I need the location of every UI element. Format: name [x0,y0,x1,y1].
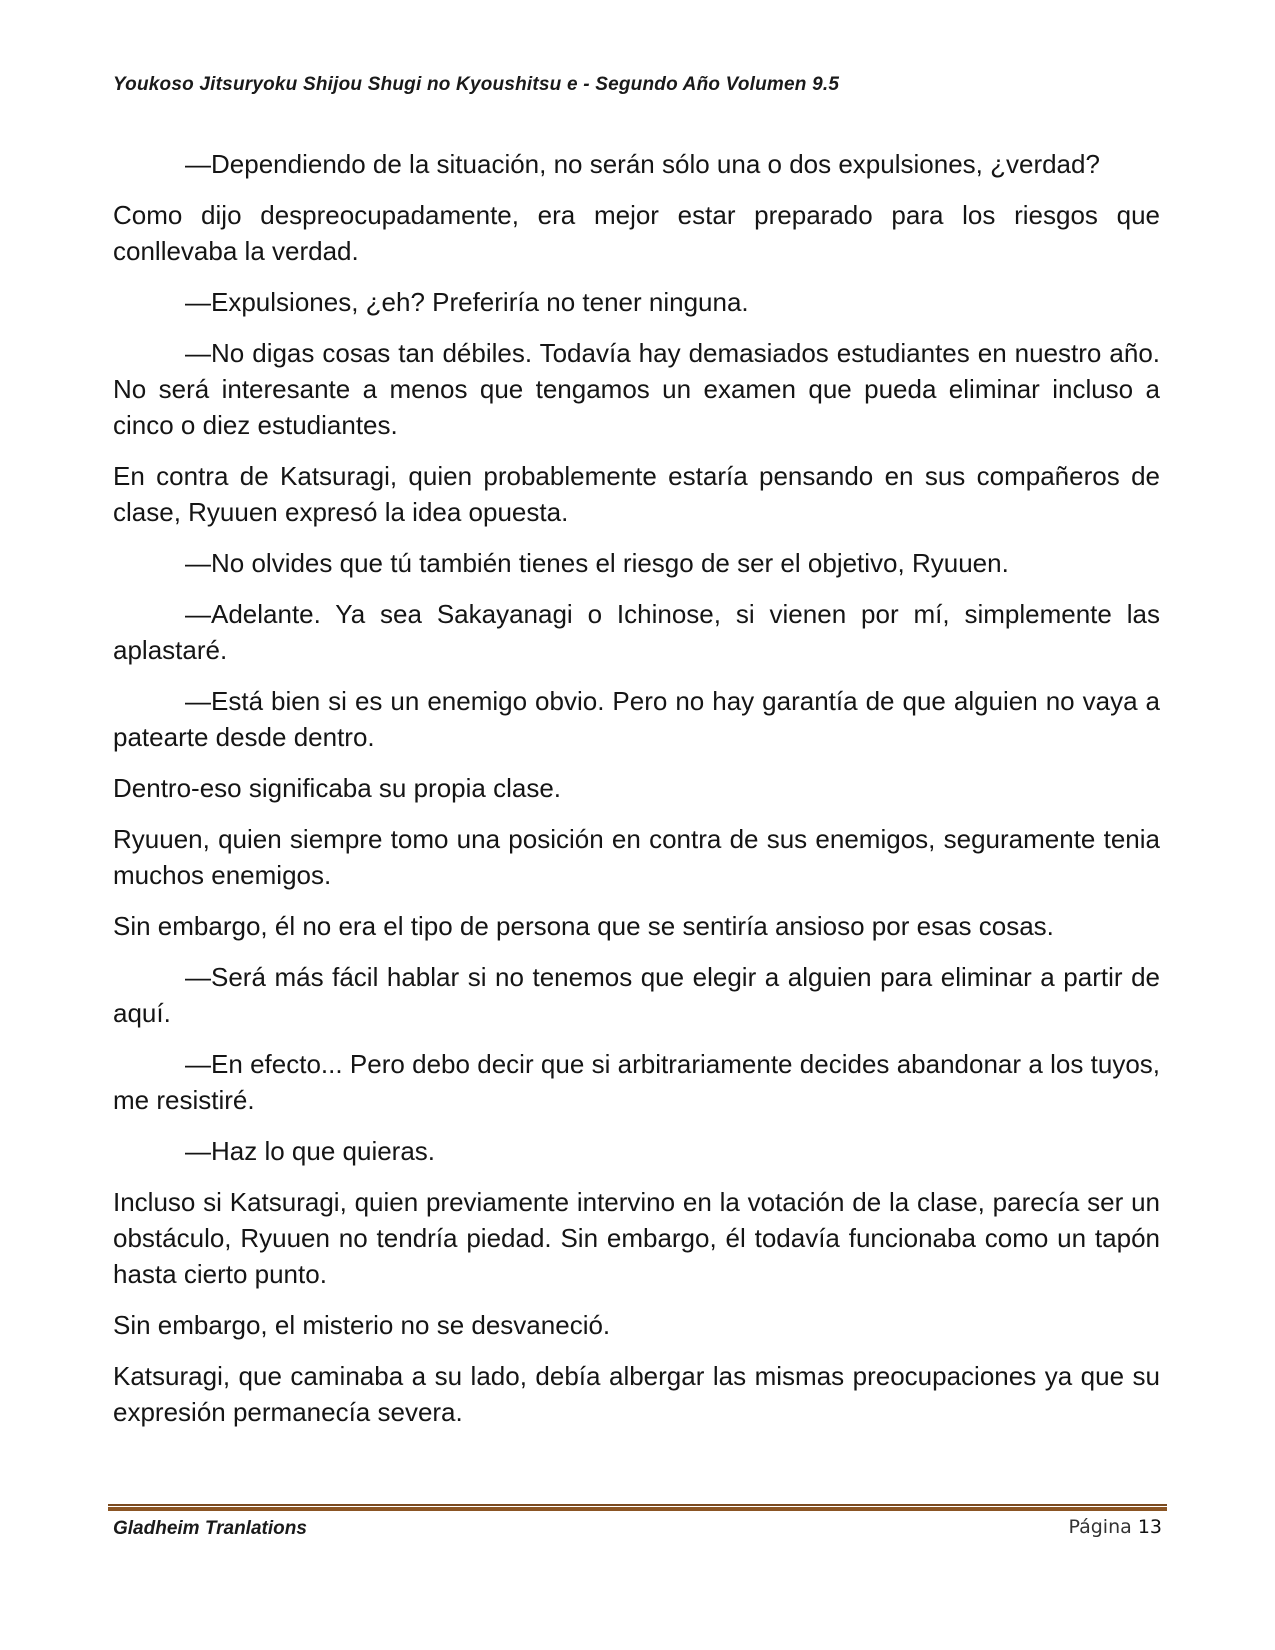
paragraph-narration: Incluso si Katsuragi, quien previamente intervino en la votación de la clase, parecía ser un obstáculo, Ryuuen no tendría piedad. Sin embargo, él todavía funcionaba como un tapón hasta cierto punto. [113,1187,1160,1289]
paragraph-dialog: —No digas cosas tan débiles. Todavía hay demasiados estudiantes en nuestro año. No será interesante a menos que tengamos un examen que pueda eliminar incluso a cinco o diez estudiantes. [113,338,1160,440]
footer-divider-thin-line [108,1504,1167,1506]
paragraph-dialog: —No olvides que tú también tienes el riesgo de ser el objetivo, Ryuuen. [185,548,1009,578]
footer-publisher: Gladheim Tranlations [113,1518,307,1539]
paragraph-narration: Ryuuen, quien siempre tomo una posición en contra de sus enemigos, seguramente tenia muchos enemigos. [113,824,1160,890]
running-header-title: Youkoso Jitsuryoku Shijou Shugi no Kyoushitsu e - Segundo Año Volumen 9.5 [113,74,840,95]
page-body [113,146,1160,1445]
paragraph-narration: Dentro-eso significaba su propia clase. [113,773,562,803]
footer-divider [108,1504,1167,1511]
footer-page-indicator [1068,1516,1162,1538]
paragraph-narration: Sin embargo, él no era el tipo de persona que se sentiría ansioso por esas cosas. [113,911,1054,941]
paragraph-narration: Katsuragi, que caminaba a su lado, debía albergar las mismas preocupaciones ya que su expresión permanecía severa. [113,1361,1160,1427]
paragraph-narration: Sin embargo, el misterio no se desvaneció. [113,1310,611,1340]
page-label: Página [1068,1516,1132,1538]
page-number: 13 [1137,1516,1162,1538]
footer-divider-thick-line [108,1507,1167,1511]
paragraph-narration: En contra de Katsuragi, quien probablemente estaría pensando en sus compañeros de clase, Ryuuen expresó la idea opuesta. [113,461,1160,527]
paragraph-dialog: —En efecto... Pero debo decir que si arbitrariamente decides abandonar a los tuyos, me resistiré. [113,1049,1160,1115]
paragraph-dialog: —Dependiendo de la situación, no serán sólo una o dos expulsiones, ¿verdad? [185,149,1100,179]
paragraph-dialog: —Haz lo que quieras. [185,1136,436,1166]
paragraph-dialog: —Adelante. Ya sea Sakayanagi o Ichinose, si vienen por mí, simplemente las aplastaré. [113,599,1160,665]
paragraph-dialog: —Está bien si es un enemigo obvio. Pero no hay garantía de que alguien no vaya a patearte desde dentro. [113,686,1160,752]
paragraph-dialog: —Será más fácil hablar si no tenemos que elegir a alguien para eliminar a partir de aquí. [113,962,1160,1028]
paragraph-dialog: —Expulsiones, ¿eh? Preferiría no tener ninguna. [185,287,749,317]
paragraph-narration: Como dijo despreocupadamente, era mejor estar preparado para los riesgos que conllevaba la verdad. [113,200,1160,266]
